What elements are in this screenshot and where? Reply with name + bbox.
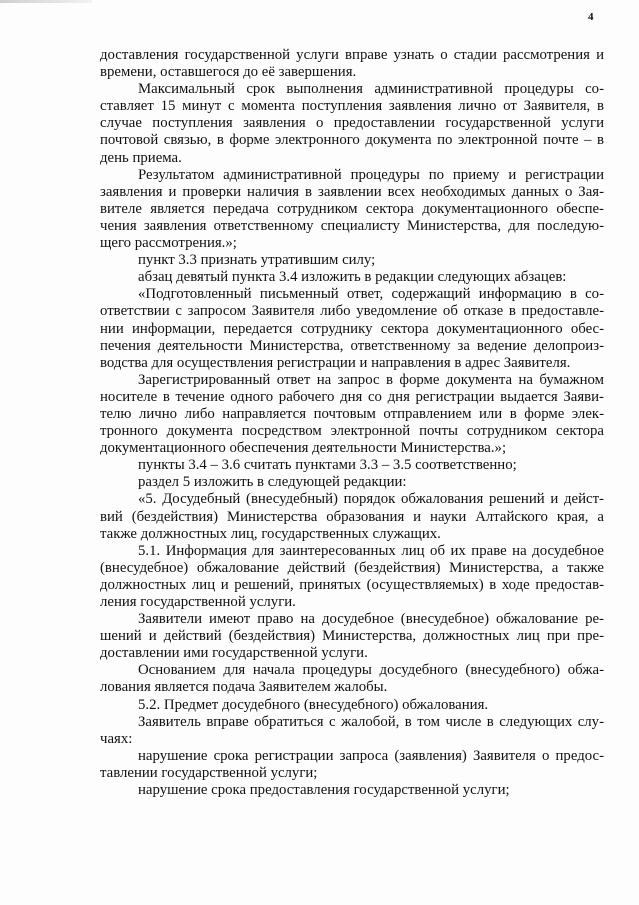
text-line: Заявитель вправе обратиться с жалобой, в том числе в следующих слу-	[138, 713, 604, 730]
text-line: доставлении ими государственной услуги.	[100, 645, 368, 662]
paragraph	[100, 662, 604, 696]
text-line: заявления и проверки наличия в заявлении всех необходимых данных о Зая-	[100, 183, 604, 200]
text-line: Зарегистрированный ответ на запрос в форме документа на бумажном	[138, 371, 604, 388]
text-line: ставляет 15 минут с момента поступления заявления лично от Заявителя, в	[100, 98, 604, 115]
paragraph	[100, 457, 604, 474]
scan-edge-mark	[0, 0, 92, 3]
text-line: вий (бездействия) Министерства образования и науки Алтайского края, а	[100, 508, 604, 525]
text-line: нарушение срока предоставления государственной услуги;	[138, 782, 510, 799]
paragraph	[100, 252, 604, 269]
text-line: носителе в течение одного рабочего дня со дня регистрации выдается Заяви-	[100, 388, 604, 405]
paragraph	[100, 697, 604, 714]
text-line: Основанием для начала процедуры досудебного (внесудебного) обжа-	[138, 662, 604, 679]
text-line: нарушение срока регистрации запроса (заявления) Заявителя о предос-	[138, 747, 604, 764]
text-line: пункт 3.3 признать утратившим силу;	[138, 252, 376, 269]
text-line: водства для осуществления регистрации и направления в адрес Заявителя.	[100, 354, 571, 371]
text-line: тронного документа посредством электронной почты сотрудником сектора	[100, 423, 604, 440]
paragraph	[100, 714, 604, 748]
text-line: доставления государственной услуги вправе узнать о стадии рассмотрения и	[100, 47, 604, 63]
text-line: случае поступления заявления о предоставлении государственной услуги	[100, 115, 604, 132]
text-line: «5. Досудебный (внесудебный) порядок обжалования решений и дейст-	[138, 491, 604, 508]
text-line: щего рассмотрения.»;	[100, 235, 237, 252]
paragraph	[100, 286, 604, 371]
text-line: абзац девятый пункта 3.4 изложить в редакции следующих абзацев:	[138, 269, 567, 286]
text-line: также должностных лиц, государственных служащих.	[100, 525, 441, 542]
text-line: телю лично либо направляется почтовым отправлением или в форме элек-	[100, 405, 604, 422]
text-line: ответствии с запросом Заявителя либо уведомление об отказе в предоставле-	[100, 303, 604, 320]
paragraph	[100, 748, 604, 782]
text-line: документационного обеспечения деятельности Министерства.»;	[100, 440, 507, 457]
text-line: ления государственной услуги.	[100, 594, 296, 610]
text-line: Результатом административной процедуры по приему и регистрации	[138, 166, 604, 183]
text-line: вителе является передача сотрудником сектора документационного обеспе-	[100, 200, 604, 217]
text-line: раздел 5 изложить в следующей редакции:	[138, 474, 407, 491]
text-line: времени, оставшегося до её завершения.	[100, 64, 357, 81]
paragraph	[100, 543, 604, 611]
text-line: 5.2. Предмет досудебного (внесудебного) обжалования.	[138, 696, 489, 713]
page-number: 4	[588, 11, 594, 23]
paragraph	[100, 269, 604, 286]
document-body	[100, 47, 604, 799]
text-line: 5.1. Информация для заинтересованных лиц об их праве на досудебное	[138, 542, 604, 559]
text-line: «Подготовленный письменный ответ, содержащий информацию в со-	[138, 286, 604, 303]
text-line: тавлении государственной услуги;	[100, 764, 318, 781]
paragraph	[100, 474, 604, 491]
text-line: пункты 3.4 – 3.6 считать пунктами 3.3 – 3.5 соответственно;	[138, 457, 517, 474]
text-line: почтовой связью, в форме электронного документа по электронной почте – в	[100, 132, 604, 149]
paragraph	[100, 611, 604, 662]
text-line: день приема.	[100, 149, 182, 166]
paragraph	[100, 47, 604, 81]
text-line: Максимальный срок выполнения административной процедуры со-	[138, 81, 604, 98]
text-line: нии информации, передается сотруднику сектора документационного обес-	[100, 320, 604, 337]
text-line: печения деятельности Министерства, ответственному за ведение делопроиз-	[100, 337, 604, 354]
paragraph	[100, 81, 604, 166]
text-line: лования является подача Заявителем жалобы.	[100, 679, 388, 696]
paragraph	[100, 372, 604, 457]
text-line: чаях:	[100, 730, 133, 747]
text-line: чения заявления ответственному специалисту Министерства, для последую-	[100, 217, 604, 234]
text-line: шений и действий (бездействия) Министерства, должностных лиц при пре-	[100, 628, 604, 645]
text-line: должностных лиц и решений, принятых (осуществляемых) в ходе предостав-	[100, 576, 604, 593]
paragraph	[100, 491, 604, 542]
paragraph	[100, 782, 604, 799]
paragraph	[100, 167, 604, 252]
text-line: Заявители имеют право на досудебное (внесудебное) обжалование ре-	[138, 611, 604, 628]
text-line: (внесудебное) обжалование действий (бездействия) Министерства, а также	[100, 559, 604, 576]
